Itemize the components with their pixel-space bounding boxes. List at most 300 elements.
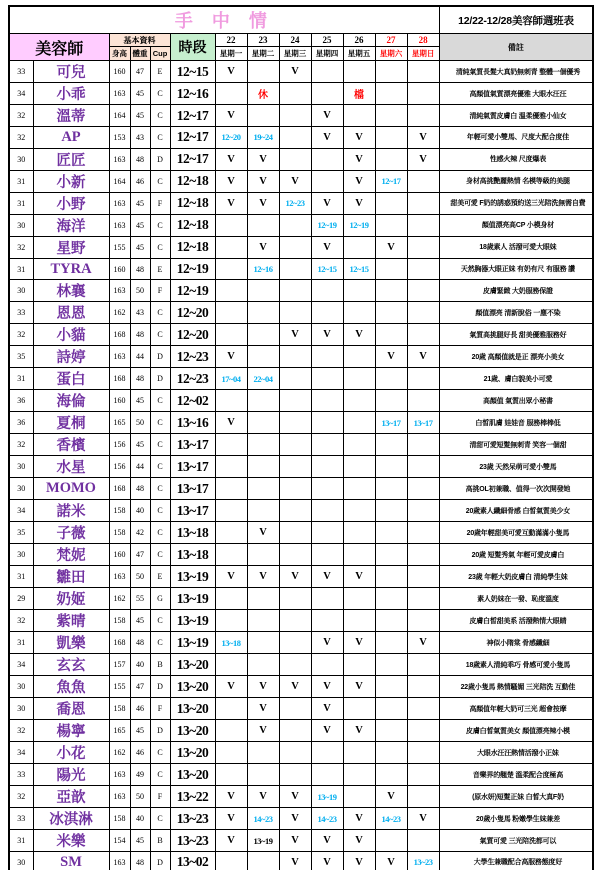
schedule-cell (343, 390, 375, 412)
beautician-age: 31 (9, 632, 33, 654)
beautician-weight: 45 (130, 390, 150, 412)
beautician-row (9, 632, 593, 654)
schedule-cell: V (311, 830, 343, 852)
beautician-cup: C (150, 764, 170, 786)
beautician-time-slot: 13~20 (170, 720, 215, 742)
schedule-cell: V (215, 830, 247, 852)
schedule-cell: V (311, 698, 343, 720)
beautician-row (9, 368, 593, 390)
beautician-age: 32 (9, 434, 33, 456)
beautician-remark: 甜美可愛 F奶的誘惑預約送三光陪洗無需自費 (439, 192, 593, 214)
beautician-height: 154 (109, 830, 130, 852)
beautician-cup: F (150, 698, 170, 720)
beautician-remark: 22歲小隻馬 熱情騷媚 三光陪洗 互動佳 (439, 676, 593, 698)
schedule-cell: 14~23 (375, 808, 407, 830)
beautician-time-slot: 13~18 (170, 522, 215, 544)
beautician-cup: E (150, 566, 170, 588)
beautician-row (9, 720, 593, 742)
schedule-cell (311, 302, 343, 324)
beautician-height: 164 (109, 105, 130, 127)
beautician-remark: 20歲素人纖細骨感 白皙氣質美少女 (439, 500, 593, 522)
beautician-age: 30 (9, 280, 33, 302)
beautician-name: 諾米 (33, 500, 109, 522)
schedule-cell (247, 456, 279, 478)
schedule-cell (215, 720, 247, 742)
beautician-cup: C (150, 500, 170, 522)
shop-title: 手 中 情 (9, 6, 439, 34)
schedule-cell (343, 544, 375, 566)
beautician-row (9, 434, 593, 456)
schedule-cell (247, 610, 279, 632)
schedule-cell (279, 632, 311, 654)
beautician-weight: 49 (130, 764, 150, 786)
beautician-age: 30 (9, 478, 33, 500)
beautician-weight: 50 (130, 786, 150, 808)
schedule-cell (215, 742, 247, 764)
schedule-cell (247, 654, 279, 676)
beautician-age: 33 (9, 61, 33, 83)
schedule-cell (215, 478, 247, 500)
beautician-name: 玄玄 (33, 654, 109, 676)
schedule-cell (407, 61, 439, 83)
schedule-cell: 13~19 (311, 786, 343, 808)
beautician-cup: C (150, 808, 170, 830)
schedule-cell (407, 588, 439, 610)
beautician-row (9, 412, 593, 434)
beautician-weight: 50 (130, 280, 150, 302)
beautician-height: 163 (109, 786, 130, 808)
beautician-height: 162 (109, 302, 130, 324)
beautician-weight: 50 (130, 412, 150, 434)
beautician-weight: 45 (130, 610, 150, 632)
beautician-name: 林襄 (33, 280, 109, 302)
beautician-remark: 23歲 年輕大奶皮膚白 清純學生妹 (439, 566, 593, 588)
schedule-cell (247, 324, 279, 346)
beautician-time-slot: 13~20 (170, 654, 215, 676)
schedule-cell (407, 786, 439, 808)
schedule-cell (375, 654, 407, 676)
schedule-cell: V (279, 324, 311, 346)
schedule-cell (407, 105, 439, 127)
beautician-age: 31 (9, 830, 33, 852)
schedule-cell: V (247, 522, 279, 544)
beautician-name: 夏桐 (33, 412, 109, 434)
beautician-height: 160 (109, 61, 130, 83)
schedule-cell (279, 83, 311, 105)
beautician-weight: 45 (130, 105, 150, 127)
schedule-cell (279, 742, 311, 764)
schedule-cell (343, 698, 375, 720)
schedule-cell: V (279, 830, 311, 852)
schedule-cell (215, 236, 247, 258)
beautician-time-slot: 13~17 (170, 478, 215, 500)
schedule-cell (375, 214, 407, 236)
schedule-cell (247, 214, 279, 236)
schedule-cell (343, 434, 375, 456)
beautician-weight: 45 (130, 83, 150, 105)
schedule-cell (343, 412, 375, 434)
schedule-cell: V (311, 632, 343, 654)
beautician-age: 30 (9, 544, 33, 566)
schedule-cell: V (407, 127, 439, 149)
schedule-cell (343, 588, 375, 610)
beautician-row (9, 676, 593, 698)
beautician-age: 32 (9, 610, 33, 632)
beautician-time-slot: 12~18 (170, 192, 215, 214)
beautician-name: 小野 (33, 192, 109, 214)
schedule-cell: V (247, 192, 279, 214)
beautician-cup: D (150, 346, 170, 368)
schedule-cell (407, 566, 439, 588)
schedule-cell (343, 478, 375, 500)
schedule-cell (343, 742, 375, 764)
schedule-cell (247, 742, 279, 764)
beautician-name: 冰淇淋 (33, 808, 109, 830)
beautician-row (9, 346, 593, 368)
schedule-cell (375, 742, 407, 764)
schedule-cell (247, 764, 279, 786)
beautician-height: 163 (109, 83, 130, 105)
beautician-time-slot: 12~15 (170, 61, 215, 83)
schedule-cell (407, 544, 439, 566)
schedule-cell (247, 544, 279, 566)
time-slot-header: 時段 (170, 34, 215, 61)
beautician-time-slot: 13~17 (170, 434, 215, 456)
schedule-cell (407, 720, 439, 742)
schedule-cell (343, 302, 375, 324)
schedule-cell (375, 390, 407, 412)
beautician-name: AP (33, 127, 109, 149)
cup-header: Cup (150, 47, 170, 61)
schedule-cell: V (343, 676, 375, 698)
beautician-time-slot: 13~19 (170, 566, 215, 588)
schedule-cell: V (247, 676, 279, 698)
beautician-age: 36 (9, 412, 33, 434)
beautician-row (9, 500, 593, 522)
beautician-remark: 大學生兼職配合高服務態度好 (439, 852, 593, 870)
beautician-row (9, 522, 593, 544)
schedule-cell (311, 148, 343, 170)
schedule-cell: 13~17 (407, 412, 439, 434)
beautician-time-slot: 12~23 (170, 368, 215, 390)
schedule-cell: V (407, 148, 439, 170)
beautician-time-slot: 12~16 (170, 83, 215, 105)
beautician-cup: C (150, 236, 170, 258)
beautician-time-slot: 13~20 (170, 676, 215, 698)
beautician-weight: 46 (130, 742, 150, 764)
schedule-cell (279, 544, 311, 566)
beautician-column-header: 美容師 (9, 34, 109, 61)
schedule-cell (247, 500, 279, 522)
schedule-cell (279, 720, 311, 742)
beautician-name: MOMO (33, 478, 109, 500)
beautician-weight: 45 (130, 236, 150, 258)
beautician-height: 163 (109, 566, 130, 588)
schedule-cell (247, 852, 279, 870)
beautician-row (9, 83, 593, 105)
schedule-cell (247, 632, 279, 654)
schedule-cell: V (407, 346, 439, 368)
beautician-remark: 20歲 短髮秀氣 年輕可愛皮膚白 (439, 544, 593, 566)
height-header: 身高 (109, 47, 130, 61)
schedule-cell: V (215, 61, 247, 83)
schedule-cell (247, 302, 279, 324)
schedule-cell (343, 236, 375, 258)
schedule-cell: V (215, 676, 247, 698)
beautician-remark: 高顏值年輕大奶可三光 超會按摩 (439, 698, 593, 720)
beautician-height: 162 (109, 742, 130, 764)
beautician-name: 海洋 (33, 214, 109, 236)
schedule-cell (407, 434, 439, 456)
beautician-row (9, 302, 593, 324)
beautician-weight: 48 (130, 852, 150, 870)
beautician-weight: 48 (130, 258, 150, 280)
beautician-time-slot: 12~20 (170, 324, 215, 346)
schedule-cell (343, 346, 375, 368)
schedule-cell (407, 324, 439, 346)
schedule-cell (375, 544, 407, 566)
beautician-cup: C (150, 127, 170, 149)
beautician-age: 35 (9, 522, 33, 544)
beautician-remark: 天然胸器大眼正妹 有奶有尺 有服務 讚 (439, 258, 593, 280)
beautician-time-slot: 13~19 (170, 588, 215, 610)
schedule-cell: V (375, 236, 407, 258)
schedule-cell (311, 61, 343, 83)
schedule-cell (375, 192, 407, 214)
schedule-cell (311, 83, 343, 105)
schedule-cell (375, 720, 407, 742)
beautician-weight: 55 (130, 588, 150, 610)
beautician-remark: 身材高挑艷麗熱情 名模等級的美腿 (439, 170, 593, 192)
schedule-cell (247, 61, 279, 83)
beautician-age: 33 (9, 808, 33, 830)
beautician-height: 158 (109, 610, 130, 632)
beautician-remark: 皮膚白皙氣質美女 顏值漂亮辣小模 (439, 720, 593, 742)
beautician-name: 喬恩 (33, 698, 109, 720)
beautician-height: 158 (109, 522, 130, 544)
schedule-cell: V (215, 786, 247, 808)
schedule-cell: V (215, 412, 247, 434)
beautician-remark: 大眼水汪汪熱情活潑小正妹 (439, 742, 593, 764)
schedule-cell: V (343, 808, 375, 830)
beautician-height: 165 (109, 412, 130, 434)
schedule-cell (215, 610, 247, 632)
schedule-cell (247, 588, 279, 610)
beautician-cup: C (150, 742, 170, 764)
beautician-weight: 45 (130, 214, 150, 236)
schedule-cell (215, 544, 247, 566)
schedule-cell: 19~24 (247, 127, 279, 149)
schedule-cell (375, 610, 407, 632)
beautician-cup: D (150, 720, 170, 742)
beautician-name: 溫蒂 (33, 105, 109, 127)
schedule-cell (247, 434, 279, 456)
schedule-cell: 12~20 (215, 127, 247, 149)
schedule-cell (215, 500, 247, 522)
schedule-cell (375, 258, 407, 280)
schedule-cell (407, 522, 439, 544)
schedule-cell: V (247, 566, 279, 588)
schedule-cell: 14~23 (311, 808, 343, 830)
day-name: 星期三 (279, 47, 311, 61)
schedule-cell (407, 368, 439, 390)
schedule-cell (343, 500, 375, 522)
beautician-weight: 48 (130, 478, 150, 500)
beautician-cup: C (150, 632, 170, 654)
schedule-cell: V (279, 170, 311, 192)
schedule-cell (343, 654, 375, 676)
beautician-age: 34 (9, 742, 33, 764)
beautician-remark: 20歲 高顏值就是正 漂亮小美女 (439, 346, 593, 368)
schedule-cell: V (247, 170, 279, 192)
schedule-cell: V (215, 192, 247, 214)
beautician-time-slot: 12~18 (170, 170, 215, 192)
schedule-cell (279, 434, 311, 456)
beautician-time-slot: 13~22 (170, 786, 215, 808)
beautician-row (9, 786, 593, 808)
schedule-cell (311, 170, 343, 192)
schedule-cell (279, 522, 311, 544)
beautician-cup: F (150, 786, 170, 808)
schedule-cell (279, 127, 311, 149)
beautician-time-slot: 13~23 (170, 830, 215, 852)
beautician-cup: C (150, 324, 170, 346)
schedule-cell (279, 764, 311, 786)
beautician-remark: 18歲素人 活潑可愛大眼妹 (439, 236, 593, 258)
beautician-row (9, 742, 593, 764)
beautician-age: 34 (9, 83, 33, 105)
schedule-cell (407, 83, 439, 105)
schedule-cell (311, 346, 343, 368)
schedule-cell (375, 368, 407, 390)
beautician-height: 165 (109, 720, 130, 742)
schedule-cell (375, 302, 407, 324)
beautician-row (9, 566, 593, 588)
beautician-height: 168 (109, 632, 130, 654)
beautician-weight: 47 (130, 61, 150, 83)
schedule-cell: V (311, 566, 343, 588)
schedule-cell: V (311, 676, 343, 698)
schedule-cell: V (343, 566, 375, 588)
beautician-name: 子薇 (33, 522, 109, 544)
schedule-cell (375, 83, 407, 105)
beautician-cup: F (150, 280, 170, 302)
schedule-cell (215, 654, 247, 676)
schedule-cell (407, 192, 439, 214)
schedule-cell: V (343, 830, 375, 852)
schedule-cell: 12~19 (343, 214, 375, 236)
beautician-time-slot: 13~19 (170, 610, 215, 632)
title-row (9, 6, 593, 34)
beautician-row (9, 105, 593, 127)
beautician-cup: C (150, 302, 170, 324)
schedule-cell: V (407, 632, 439, 654)
beautician-cup: D (150, 148, 170, 170)
beautician-remark: 皮膚緊緻 大奶服務保證 (439, 280, 593, 302)
schedule-cell (375, 127, 407, 149)
beautician-height: 158 (109, 808, 130, 830)
schedule-cell: V (343, 852, 375, 870)
schedule-cell (279, 302, 311, 324)
beautician-time-slot: 12~19 (170, 280, 215, 302)
beautician-height: 160 (109, 390, 130, 412)
beautician-height: 160 (109, 258, 130, 280)
beautician-cup: D (150, 852, 170, 870)
beautician-age: 31 (9, 192, 33, 214)
beautician-remark: 性感火辣 尺度爆表 (439, 148, 593, 170)
weight-header: 體重 (130, 47, 150, 61)
beautician-name: 楊寧 (33, 720, 109, 742)
schedule-cell: V (343, 148, 375, 170)
beautician-cup: C (150, 214, 170, 236)
day-name: 星期四 (311, 47, 343, 61)
beautician-remark: 顏值漂亮高CP 小模身材 (439, 214, 593, 236)
beautician-time-slot: 12~18 (170, 236, 215, 258)
schedule-cell (375, 698, 407, 720)
schedule-cell: 13~23 (407, 852, 439, 870)
beautician-row (9, 61, 593, 83)
beautician-height: 156 (109, 456, 130, 478)
beautician-height: 157 (109, 654, 130, 676)
beautician-weight: 45 (130, 434, 150, 456)
schedule-cell (215, 390, 247, 412)
schedule-cell: V (247, 720, 279, 742)
beautician-row (9, 127, 593, 149)
schedule-table (8, 5, 594, 870)
beautician-weight: 45 (130, 720, 150, 742)
schedule-cell (215, 522, 247, 544)
beautician-weight: 48 (130, 632, 150, 654)
schedule-cell: V (279, 852, 311, 870)
schedule-cell (311, 610, 343, 632)
beautician-age: 31 (9, 368, 33, 390)
beautician-age: 35 (9, 346, 33, 368)
schedule-cell (407, 456, 439, 478)
beautician-time-slot: 12~17 (170, 127, 215, 149)
beautician-height: 168 (109, 368, 130, 390)
schedule-cell (343, 280, 375, 302)
schedule-cell: V (311, 324, 343, 346)
beautician-name: 詩婷 (33, 346, 109, 368)
beautician-remark: 皮膚白皙甜美系 活潑熱情大眼睛 (439, 610, 593, 632)
beautician-name: 水星 (33, 456, 109, 478)
schedule-cell (311, 280, 343, 302)
schedule-cell (375, 324, 407, 346)
beautician-name: 海倫 (33, 390, 109, 412)
schedule-cell (375, 764, 407, 786)
beautician-row (9, 654, 593, 676)
schedule-cell (279, 456, 311, 478)
beautician-height: 168 (109, 478, 130, 500)
schedule-cell (311, 478, 343, 500)
schedule-cell: 12~23 (279, 192, 311, 214)
beautician-row (9, 698, 593, 720)
beautician-row (9, 280, 593, 302)
schedule-cell (215, 83, 247, 105)
header-row-top (9, 34, 593, 47)
beautician-weight: 43 (130, 127, 150, 149)
schedule-cell (311, 456, 343, 478)
beautician-remark: 20歲年輕甜美可愛互動滿滿小隻馬 (439, 522, 593, 544)
beautician-name: SM (33, 852, 109, 870)
schedule-cell: 13~18 (215, 632, 247, 654)
beautician-row (9, 390, 593, 412)
day-number: 27 (375, 34, 407, 47)
beautician-row (9, 214, 593, 236)
schedule-cell (247, 390, 279, 412)
schedule-cell: 14~23 (247, 808, 279, 830)
beautician-height: 163 (109, 764, 130, 786)
